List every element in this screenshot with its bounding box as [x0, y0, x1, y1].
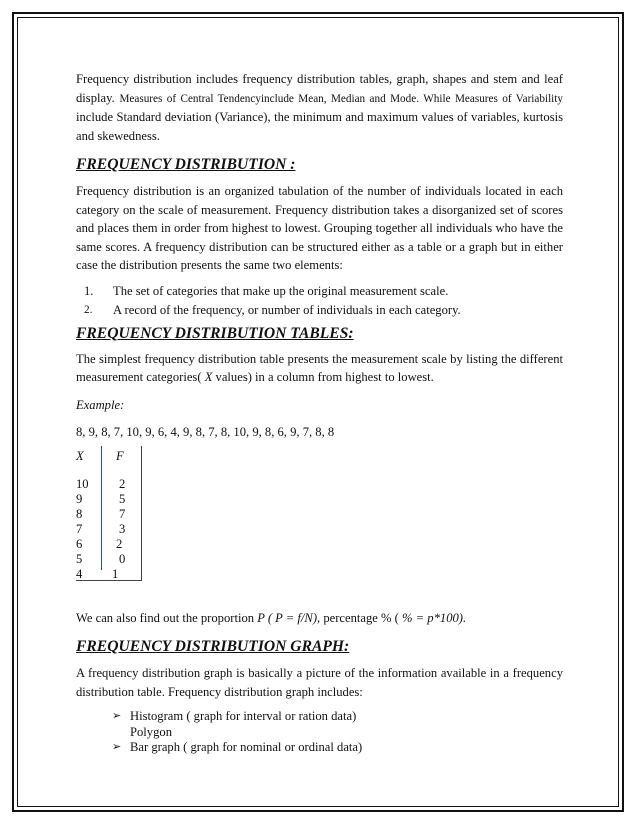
- list-item: [76, 725, 563, 741]
- frequency-distribution-paragraph: Frequency distribution is an organized tabulation of the number of individuals located in each category on the scale of measurement. Frequency distribution takes a disorganized set of scores and places them in order from highest to lowest. Grouping together all individuals who have the same scores. A frequency distribution can be structured either as a table or a graph but in either case the distribution presents the same two elements:: [76, 184, 563, 272]
- elements-list: [76, 282, 563, 320]
- intro-part1: Frequency distribution includes frequency distribution tables, graph, shapes and stem and leaf display.: [76, 72, 563, 105]
- table-cell-f: 5: [119, 491, 126, 506]
- table-cell-x: 5: [76, 551, 83, 566]
- example-data: 8, 9, 8, 7, 10, 9, 6, 4, 9, 8, 7, 8, 10, 9, 8, 6, 9, 7, 8, 8: [76, 425, 335, 439]
- tables-paragraph: [76, 350, 563, 387]
- list-text: The set of categories that make up the original measurement scale.: [113, 283, 449, 298]
- intro-paragraph: [76, 70, 563, 145]
- arrow-bullet-icon: ➢: [112, 710, 122, 722]
- proportion-a: We can also find out the proportion: [76, 610, 255, 625]
- list-item: [76, 282, 563, 301]
- arrow-bullet-icon: ➢: [112, 741, 122, 753]
- graph-types-list: [76, 709, 563, 756]
- table-header-f: F: [116, 448, 124, 463]
- table-cell-f: 2: [119, 476, 126, 491]
- proportion-b: P ( P = f/N),: [257, 610, 321, 625]
- list-text: Polygon: [130, 724, 172, 739]
- graph-paragraph: A frequency distribution graph is basically a picture of the information available in a frequency distribution table. Frequency distribution graph includes:: [76, 666, 563, 699]
- frequency-table: [76, 446, 142, 581]
- tables-para-b: values) in a column from highest to lowest.: [215, 370, 434, 384]
- table-header-x: X: [76, 448, 84, 463]
- table-divider: [101, 446, 102, 570]
- intro-part3: include Standard deviation (Variance), the minimum and maximum values of variables, kurtosis and skewedness.: [76, 110, 563, 143]
- intro-part2: Measures of Central Tendencyinclude Mean, Median and Mode. While Measures of Variability: [119, 92, 563, 105]
- proportion-c: percentage % (: [323, 610, 399, 625]
- list-text: Bar graph ( graph for nominal or ordinal data): [130, 740, 363, 754]
- document-body: [76, 70, 563, 756]
- tables-para-x: X: [204, 370, 213, 384]
- list-text: Histogram ( graph for interval or ration data): [130, 709, 357, 723]
- list-item: [76, 709, 563, 725]
- heading-frequency-graph: FREQUENCY DISTRIBUTION GRAPH:: [76, 638, 350, 655]
- table-cell-f: 0: [119, 551, 126, 566]
- table-cell-x: 8: [76, 506, 83, 521]
- table-cell-x: 7: [76, 521, 83, 536]
- list-item: [76, 740, 563, 756]
- tables-para-a: The simplest frequency distribution table presents the measurement scale by listing the different measurement categories(: [76, 351, 563, 384]
- table-cell-f: 2: [116, 536, 123, 551]
- list-number: 2.: [84, 303, 93, 316]
- table-cell-x: 4: [76, 566, 83, 581]
- example-label: Example:: [76, 397, 125, 412]
- list-text: A record of the frequency, or number of individuals in each category.: [113, 302, 461, 317]
- table-cell-x: 6: [76, 536, 83, 551]
- table-cell-x: 9: [76, 491, 83, 506]
- proportion-d: % = p*100).: [402, 610, 467, 625]
- heading-frequency-distribution: FREQUENCY DISTRIBUTION :: [76, 156, 296, 173]
- table-cell-f: 7: [119, 506, 126, 521]
- list-number: 1.: [84, 283, 94, 298]
- list-item: [76, 301, 563, 320]
- proportion-sentence: [76, 609, 563, 628]
- heading-frequency-tables: FREQUENCY DISTRIBUTION TABLES:: [76, 324, 354, 342]
- table-cell-f: 3: [119, 521, 126, 536]
- table-cell-x: 10: [76, 476, 89, 491]
- table-cell-f: 1: [112, 566, 119, 581]
